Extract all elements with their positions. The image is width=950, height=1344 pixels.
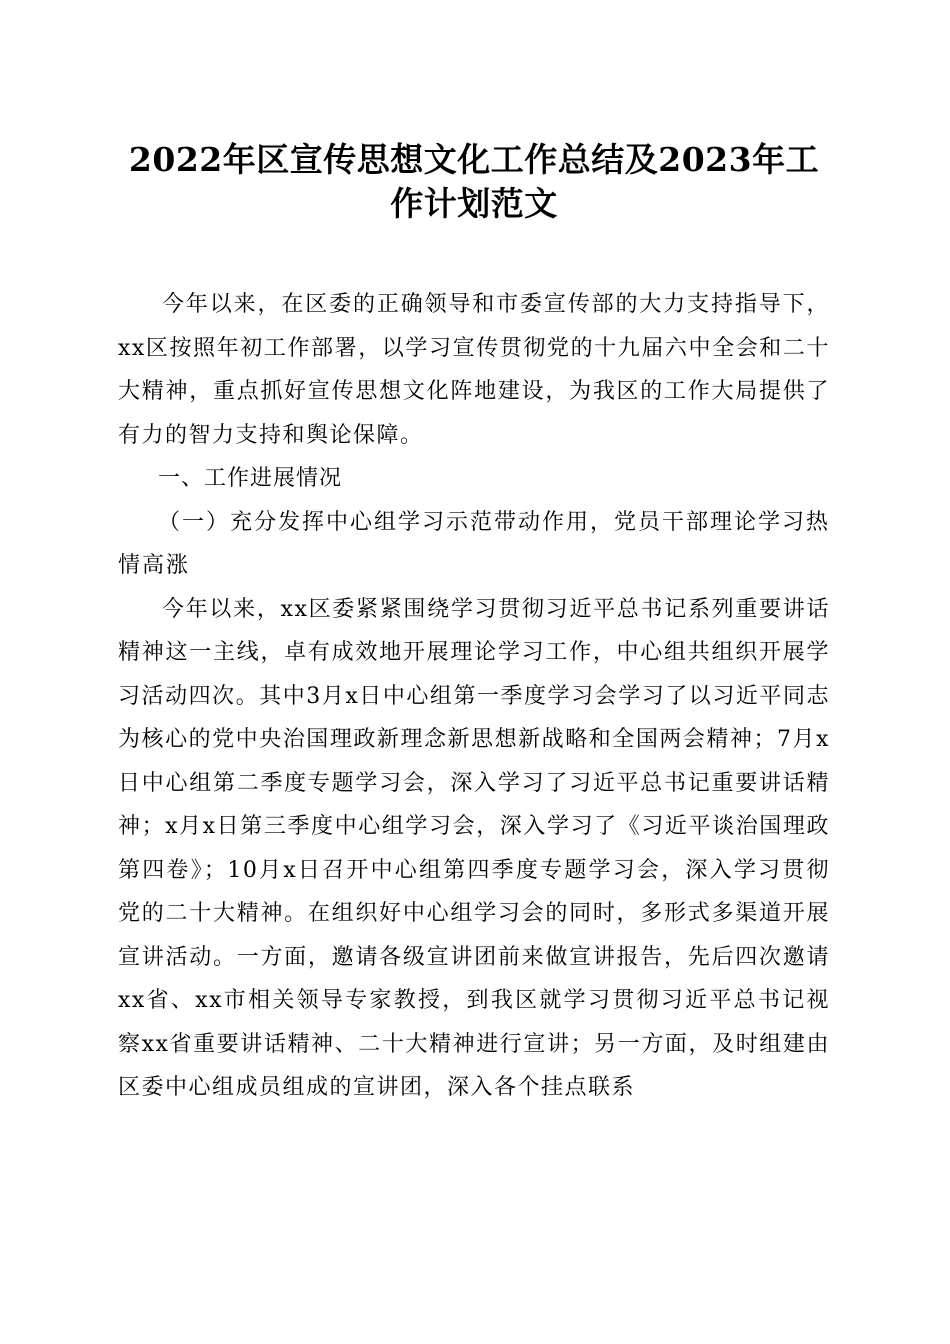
document-body: [118, 283, 830, 1110]
study-group-paragraph: 今年以来，xx区委紧紧围绕学习贯彻习近平总书记系列重要讲话精神这一主线，卓有成效地开展理论学习工作，中心组共组织开展学习活动四次。其中3月x日中心组第一季度学习会学习了以习近平同志为核心的党中央治国理政新理念新思想新战略和全国两会精神；7月x日中心组第二季度专题学习会，深入学习了习近平总书记重要讲话精神；x月x日第三季度中心组学习会，深入学习了《习近平谈治国理政第四卷》；10月x日召开中心组第四季度专题学习会，深入学习贯彻党的二十大精神。在组织好中心组学习会的同时，多形式多渠道开展宣讲活动。一方面，邀请各级宣讲团前来做宣讲报告，先后四次邀请xx省、xx市相关领导专家教授，到我区就学习贯彻习近平总书记视察xx省重要讲话精神、二十大精神进行宣讲；另一方面，及时组建由区委中心组成员组成的宣讲团，深入各个挂点联系: [118, 596, 830, 1100]
section-heading-work-progress: 一、工作进展情况: [158, 466, 343, 491]
intro-paragraph: 今年以来，在区委的正确领导和市委宣传部的大力支持指导下，xx区按照年初工作部署，以学习宣传贯彻党的十九届六中全会和二十大精神，重点抓好宣传思想文化阵地建设，为我区的工作大局提供了有力的智力支持和舆论保障。: [118, 292, 830, 448]
subsection-heading-study-group: （一）充分发挥中心组学习示范带动作用，党员干部理论学习热情高涨: [118, 509, 831, 578]
document-page: [118, 138, 830, 1110]
document-title: 2022年区宣传思想文化工作总结及2023年工作计划范文: [128, 140, 820, 223]
